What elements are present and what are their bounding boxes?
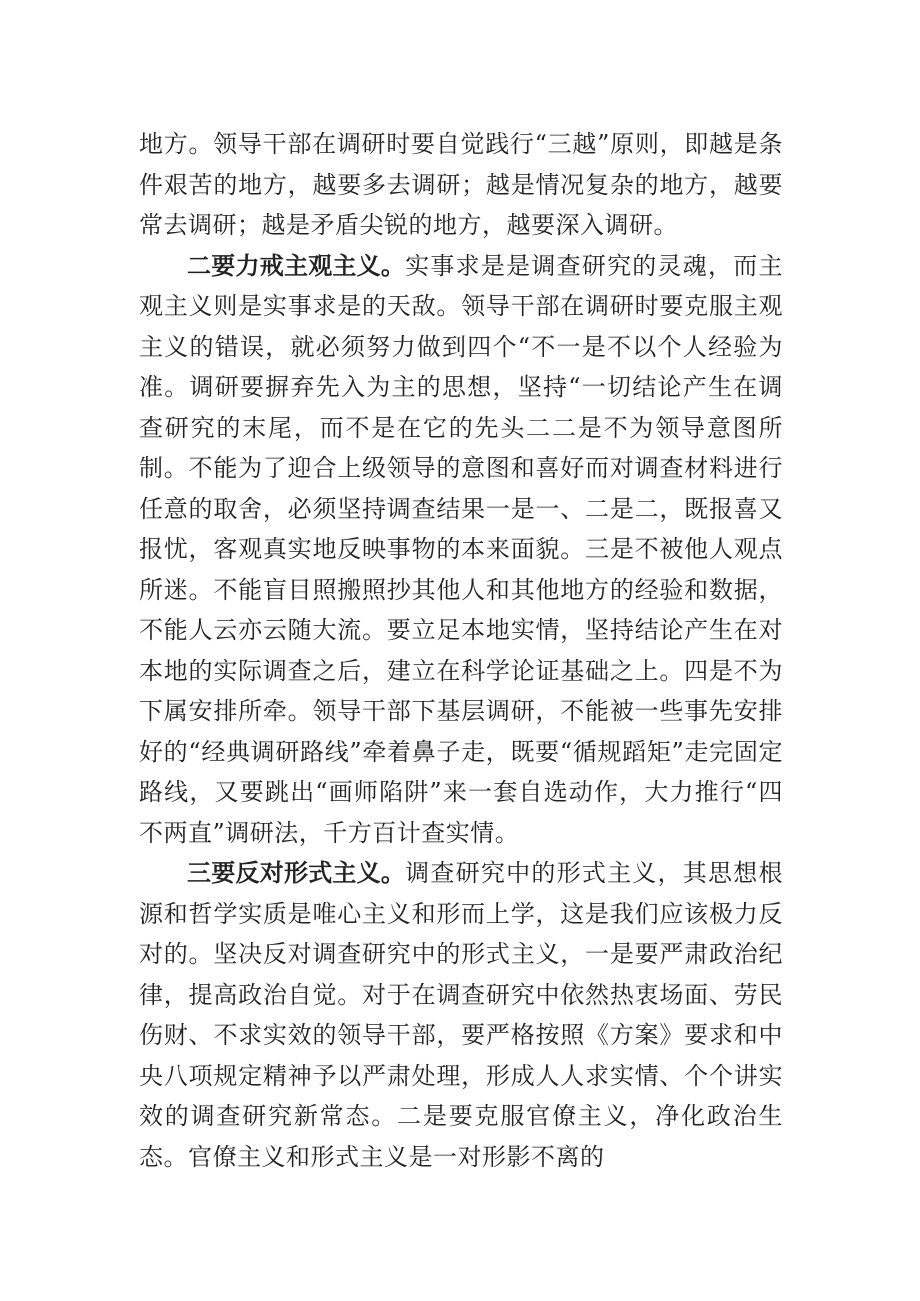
paragraph-text: 地方。领导干部在调研时要自觉践行“三越”原则，即越是条件艰苦的地方，越要多去调研；越是情况复杂的地方，越要常去调研；越是矛盾尖锐的地方，越要深入调研。 [139,130,783,239]
body-text [139,124,783,1177]
paragraph-continuation [139,124,783,246]
paragraph-text: 实事求是是调查研究的灵魂，而主观主义则是实事求是的天敌。领导干部在调研时要克服主观主义的错误，就必须努力做到四个“不一是不以个人经验为准。调研要摒弃先入为主的思想，坚持“一切结论产生在调查研究的末尾，而不是在它的先头二二是不为领导意图所制。不能为了迎合上级领导的意图和喜好而对调查材料进行任意的取舍，必须坚持调查结果一是一、二是二，既报喜又报忧，客观真实地反映事物的本来面貌。三是不被他人观点所迷。不能盲目照搬照抄其他人和其他地方的经验和数据，不能人云亦云随大流。要立足本地实情，坚持结论产生在对本地的实际调查之后，建立在科学论证基础之上。四是不为下属安排所牵。领导干部下基层调研，不能被一些事先安排好的“经典调研路线”牵着鼻子走，既要“循规蹈矩”走完固定路线，又要跳出“画师陷阱”来一套自选动作，大力推行“四不两直”调研法，千方百计查实情。 [139,251,784,847]
paragraph-heading: 三要反对形式主义。 [187,859,406,887]
paragraph-heading: 二要力戒主观主义。 [187,251,406,280]
paragraph-subjectivism [139,246,783,854]
paragraph-formalism [139,853,783,1177]
paragraph-text: 调查研究中的形式主义，其思想根源和哲学实质是唯心主义和形而上学，这是我们应该极力反对的。坚决反对调查研究中的形式主义，一是要严肃政治纪律，提高政治自觉。对于在调查研究中依然热衷场面、劳民伤财、不求实效的领导干部，要严格按照《方案》要求和中央八项规定精神予以严肃处理，形成人人求实情、个个讲实效的调查研究新常态。二是要克服官僚主义，净化政治生态。官僚主义和形式主义是一对形影不离的 [139,859,784,1171]
